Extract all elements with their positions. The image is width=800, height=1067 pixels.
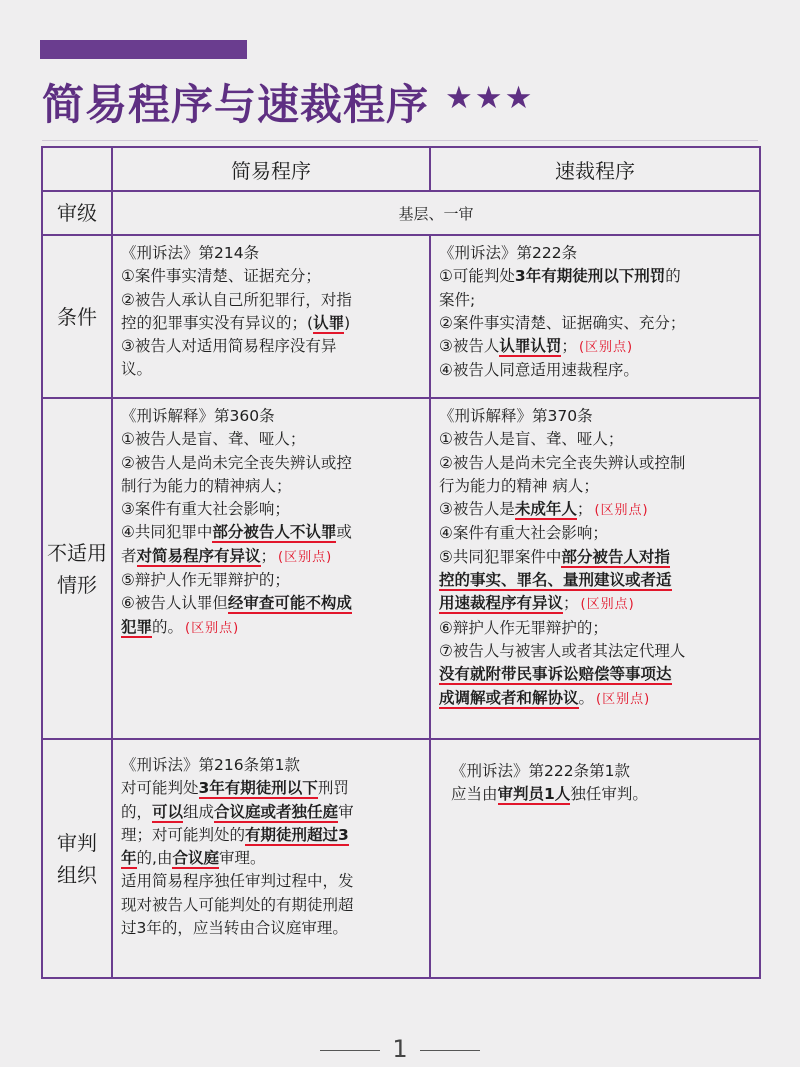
article-heading: 《刑诉法》第222条第1款 xyxy=(451,762,630,780)
highlight-text: 合议庭或者独任庭 xyxy=(214,802,339,821)
bold-text: 3年有期徒刑以下刑罚 xyxy=(514,267,666,286)
highlight-text: 犯罪 xyxy=(121,617,153,636)
page-number-left-dash xyxy=(320,1050,380,1051)
highlight-text: 有期徒刑超过3 xyxy=(245,825,349,844)
text-segment: 审 xyxy=(338,802,354,821)
article-heading: 《刑诉解释》第360条 xyxy=(121,407,275,425)
text-line: 过3年的，应当转由合议庭审理。 xyxy=(121,919,348,938)
text-segment: ； xyxy=(561,337,577,356)
text-line xyxy=(121,824,423,847)
text-line: 议。 xyxy=(121,360,153,379)
text-segment: 对可能判处 xyxy=(121,779,199,798)
row-label-trial-organization xyxy=(42,739,112,978)
exclusions-row xyxy=(42,398,760,739)
text-line: 案件; xyxy=(439,290,476,309)
title-accent-bar xyxy=(40,40,247,59)
text-segment: 应当由 xyxy=(451,785,498,804)
text-segment: ； xyxy=(576,500,593,519)
text-line: 制行为能力的精神病人； xyxy=(121,476,292,495)
header-quick-procedure: 速裁程序 xyxy=(430,147,760,191)
text-segment: ⑤共同犯罪案件中 xyxy=(439,547,562,566)
text-line: 现对被告人可能判处的有期徒刑超 xyxy=(121,895,354,914)
text-line xyxy=(439,335,753,359)
exclusions-simple-cell xyxy=(112,398,430,739)
distinction-note: (区别点) xyxy=(594,503,649,519)
rating-stars-icon: ★★★ xyxy=(445,80,535,116)
text-line xyxy=(439,687,753,711)
text-line: ⑥辩护人作无罪辩护的； xyxy=(439,618,608,637)
highlight-text: 用速裁程序有异议 xyxy=(439,594,564,613)
highlight-text: 没有就附带民事诉讼赔偿等事项达 xyxy=(439,665,672,684)
trial-simple-cell xyxy=(112,739,430,978)
article-heading: 《刑诉法》第222条 xyxy=(439,244,578,262)
text-line: 适用简易程序独任审判过程中，发 xyxy=(121,872,354,891)
comparison-table xyxy=(41,146,761,979)
distinction-note: (区别点) xyxy=(278,549,333,565)
text-segment: 或 xyxy=(336,523,352,542)
row-label-line: 审判 xyxy=(57,830,97,855)
text-segment: 的 xyxy=(665,267,681,286)
highlight-text: 部分被告人不认罪 xyxy=(212,523,337,542)
highlight-text: 合议庭 xyxy=(172,849,219,868)
highlight-text: 认罪 xyxy=(313,313,345,332)
highlight-text: 经审查可能不构成 xyxy=(227,594,352,613)
text-line: ⑦被告人与被害人或者其法定代理人 xyxy=(439,641,686,660)
highlight-text: 成调解或者和解协议 xyxy=(439,688,579,707)
text-segment: ④共同犯罪中 xyxy=(121,523,213,542)
text-line: ④被告人同意适用速裁程序。 xyxy=(439,361,639,380)
text-line xyxy=(121,545,423,569)
text-line xyxy=(121,616,423,640)
level-row xyxy=(42,191,760,235)
text-segment: ； xyxy=(563,594,579,613)
text-line: ②被告人是尚未完全丧失辨认或控制 xyxy=(439,453,686,472)
text-segment: 独任审判。 xyxy=(570,785,648,804)
text-segment: 控的犯罪事实没有异议的；( xyxy=(121,313,314,332)
text-line: ③被告人对适用简易程序没有异 xyxy=(121,337,337,356)
text-line xyxy=(121,801,423,824)
text-segment: ③被告人是 xyxy=(439,500,515,519)
row-label-exclusions xyxy=(42,398,112,739)
text-line xyxy=(439,592,753,616)
distinction-note: (区别点) xyxy=(580,597,635,613)
text-line: ②被告人承认自己所犯罪行，对指 xyxy=(121,290,352,309)
highlight-text: 控的事实、罪名、量刑建议或者适 xyxy=(439,571,672,590)
text-segment: 的。 xyxy=(152,617,184,636)
row-label-conditions: 条件 xyxy=(42,235,112,398)
text-line: ①被告人是盲、聋、哑人； xyxy=(439,430,624,449)
article-heading: 《刑诉法》第216条第1款 xyxy=(121,756,300,774)
article-heading: 《刑诉解释》第370条 xyxy=(439,407,593,425)
text-segment: 组成 xyxy=(183,802,215,821)
text-segment: 。 xyxy=(578,688,595,707)
text-segment: 理；对可能判处的 xyxy=(121,825,246,844)
page-number-value: 1 xyxy=(392,1035,408,1063)
highlight-text: 年 xyxy=(121,849,137,868)
row-label-line: 组织 xyxy=(57,862,97,887)
trial-org-row xyxy=(42,739,760,978)
text-line xyxy=(121,777,423,800)
highlight-text: 对简易程序有异议 xyxy=(136,546,261,565)
text-line: ②案件事实清楚、证据确实、充分； xyxy=(439,313,686,332)
text-line xyxy=(121,592,423,615)
header-row xyxy=(42,147,760,191)
conditions-quick-cell xyxy=(430,235,760,398)
text-line xyxy=(121,847,423,870)
text-segment: 者 xyxy=(121,546,137,565)
text-segment: 的,由 xyxy=(136,849,173,868)
level-value: 基层、一审 xyxy=(112,191,760,235)
exclusions-quick-cell xyxy=(430,398,760,739)
text-segment: ； xyxy=(260,546,277,565)
page-number xyxy=(0,1035,800,1063)
text-line: ①案件事实清楚、证据充分； xyxy=(121,267,321,286)
conditions-simple-cell xyxy=(112,235,430,398)
row-label-level: 审级 xyxy=(42,191,112,235)
text-line: ③案件有重大社会影响； xyxy=(121,500,290,519)
page-title: 简易程序与速裁程序 xyxy=(42,80,430,129)
text-segment: ①可能判处 xyxy=(439,267,515,286)
text-line: ②被告人是尚未完全丧失辨认或控 xyxy=(121,453,352,472)
text-segment: 的， xyxy=(121,802,153,821)
row-label-line: 不适用 xyxy=(47,540,107,565)
distinction-note: (区别点) xyxy=(185,620,240,636)
text-line xyxy=(439,569,753,592)
highlight-text: 认罪认罚 xyxy=(499,337,562,356)
text-line: ④案件有重大社会影响； xyxy=(439,524,608,543)
highlight-text: 未成年人 xyxy=(514,500,577,519)
text-line: ①被告人是盲、聋、哑人； xyxy=(121,430,306,449)
header-simple-procedure: 简易程序 xyxy=(112,147,430,191)
text-line xyxy=(121,312,423,335)
highlight-text: 审判员1人 xyxy=(497,785,571,804)
row-label-line: 情形 xyxy=(57,572,97,597)
distinction-note: (区别点) xyxy=(578,340,634,356)
highlight-text: 部分被告人对指 xyxy=(561,547,670,566)
text-line xyxy=(451,783,753,806)
text-segment: ③被告人 xyxy=(439,337,500,356)
text-segment: ) xyxy=(344,313,351,332)
text-line xyxy=(121,521,423,544)
highlight-text: 3年有期徒刑以下 xyxy=(198,779,318,798)
text-line xyxy=(439,546,753,569)
page-number-right-dash xyxy=(420,1050,480,1051)
text-line xyxy=(439,663,753,686)
text-segment: 刑罚 xyxy=(317,779,349,798)
text-line xyxy=(439,265,753,288)
conditions-row xyxy=(42,235,760,398)
title-divider xyxy=(42,140,758,141)
trial-quick-cell xyxy=(430,739,760,978)
article-heading: 《刑诉法》第214条 xyxy=(121,244,260,262)
text-line: 行为能力的精神 病人； xyxy=(439,476,599,495)
text-line xyxy=(439,498,753,522)
text-line: ⑤辩护人作无罪辩护的； xyxy=(121,571,290,590)
header-blank xyxy=(42,147,112,191)
distinction-note: (区别点) xyxy=(596,691,651,707)
text-segment: 审理。 xyxy=(218,849,266,868)
text-segment: ⑥被告人认罪但 xyxy=(121,594,228,613)
highlight-text: 可以 xyxy=(152,802,184,821)
